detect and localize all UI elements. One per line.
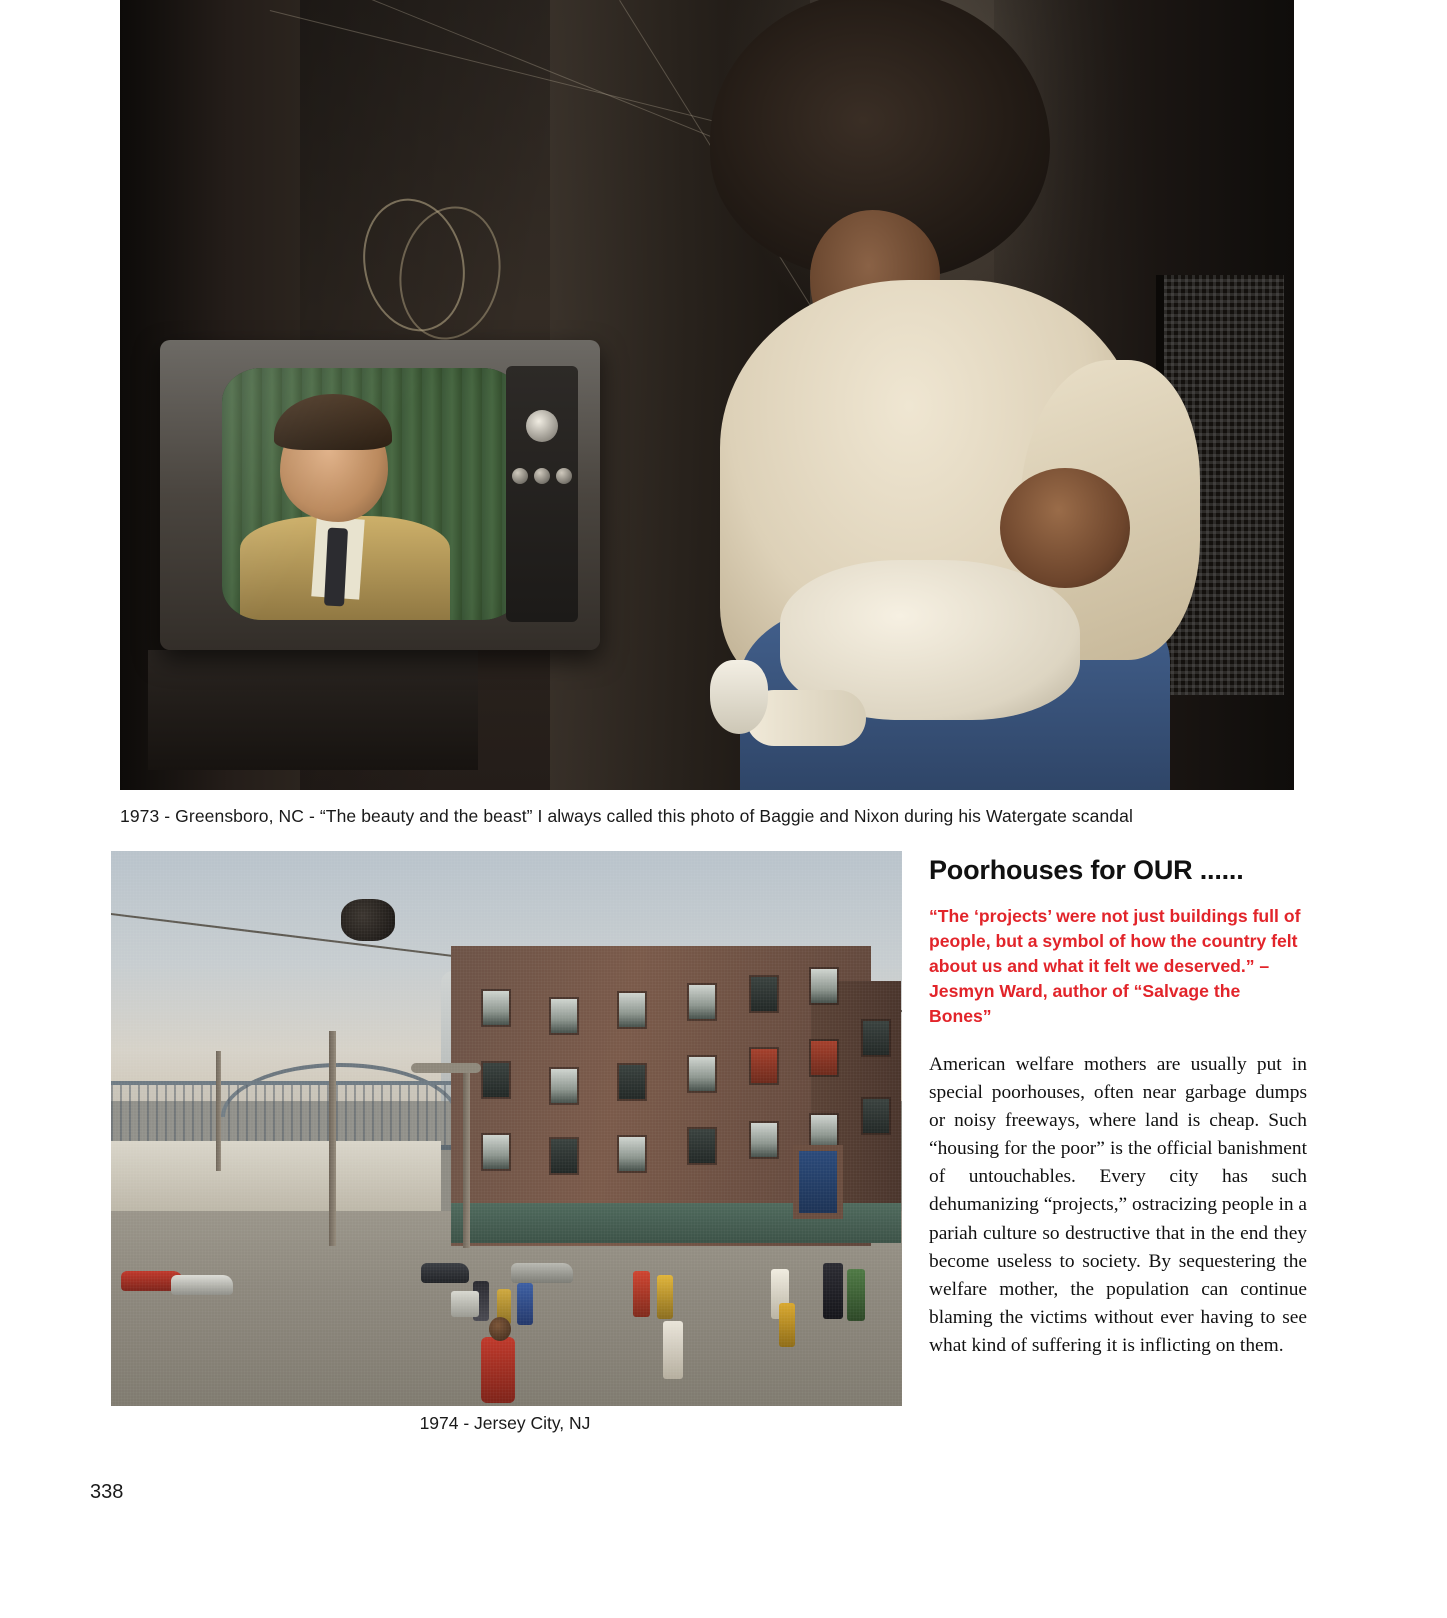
transmission-tower bbox=[216, 1051, 221, 1171]
caption-photo-nixon-tv: 1973 - Greensboro, NC - “The beauty and the beast” I always called this photo of Baggie and Nixon during his Watergate scandal bbox=[120, 806, 1133, 826]
building-window bbox=[551, 1139, 577, 1173]
child-figure bbox=[663, 1321, 683, 1379]
caption-photo-jersey-city: 1974 - Jersey City, NJ bbox=[419, 1413, 591, 1433]
building-window bbox=[811, 1115, 837, 1149]
tv-channel-dial bbox=[514, 398, 570, 454]
baby-sock bbox=[710, 660, 768, 734]
building-window bbox=[551, 999, 577, 1033]
child-figure bbox=[517, 1283, 533, 1325]
building-window bbox=[483, 1135, 509, 1169]
child-figure bbox=[823, 1263, 843, 1319]
street-light-pole bbox=[463, 1063, 470, 1248]
photo-jersey-city-projects bbox=[111, 851, 902, 1406]
child-figure bbox=[847, 1269, 865, 1321]
low-warehouse-building bbox=[111, 1141, 441, 1221]
dumpster bbox=[421, 1263, 469, 1283]
utility-pole bbox=[329, 1031, 336, 1246]
building-entrance-door bbox=[799, 1151, 837, 1213]
building-window bbox=[689, 1129, 715, 1163]
child-figure bbox=[779, 1303, 795, 1347]
article-body: American welfare mothers are usually put in special poorhouses, often near garbage dumps or noisy freeways, where land is cheap. Such “housing for the poor” is the official banishment of untouchables. Every city has such dehumanizing “projects,” ostracizing people in a pariah culture so destructive that in the end they become useless to society. By sequestering the welfare mother, the population can continue blaming the victims without ever having to see what kind of suffering it is inflicting on them. bbox=[929, 1053, 1307, 1357]
tv-stand bbox=[148, 650, 478, 770]
article-column bbox=[929, 855, 1307, 1360]
child-figure-foreground bbox=[481, 1337, 515, 1403]
building-window bbox=[619, 1137, 645, 1171]
building-window bbox=[811, 969, 837, 1003]
building-window bbox=[751, 1049, 777, 1083]
child-head-foreground bbox=[489, 1317, 511, 1341]
article-heading: Poorhouses for OUR ...... bbox=[929, 855, 1244, 885]
baby-head bbox=[1000, 468, 1130, 588]
building-window bbox=[751, 977, 777, 1011]
article-pullquote: “The ‘projects’ were not just buildings full of people, but a symbol of how the country felt about us and what it felt we deserved.” – Jesmyn Ward, author of “Salvage the Bones” bbox=[929, 906, 1301, 1026]
screen-glare bbox=[222, 368, 522, 620]
tv-screen bbox=[222, 368, 522, 620]
shoes-hanging-on-wire bbox=[341, 899, 395, 941]
child-figure bbox=[633, 1271, 650, 1317]
shopping-cart bbox=[451, 1291, 479, 1317]
tv-knobs bbox=[512, 468, 572, 486]
building-window bbox=[619, 1065, 645, 1099]
street-light-arm bbox=[411, 1063, 481, 1073]
building-window bbox=[483, 1063, 509, 1097]
page-number: 338 bbox=[90, 1481, 124, 1503]
parked-car bbox=[511, 1263, 573, 1283]
building-window bbox=[689, 985, 715, 1019]
building-window bbox=[551, 1069, 577, 1103]
building-window bbox=[863, 1021, 889, 1055]
building-window bbox=[689, 1057, 715, 1091]
photo-nixon-tv bbox=[120, 0, 1294, 790]
child-figure bbox=[657, 1275, 673, 1319]
building-window bbox=[619, 993, 645, 1027]
television-set bbox=[160, 340, 600, 650]
parked-car bbox=[171, 1275, 233, 1295]
building-window bbox=[863, 1099, 889, 1133]
building-window bbox=[811, 1041, 837, 1075]
building-window bbox=[751, 1123, 777, 1157]
building-window bbox=[483, 991, 509, 1025]
